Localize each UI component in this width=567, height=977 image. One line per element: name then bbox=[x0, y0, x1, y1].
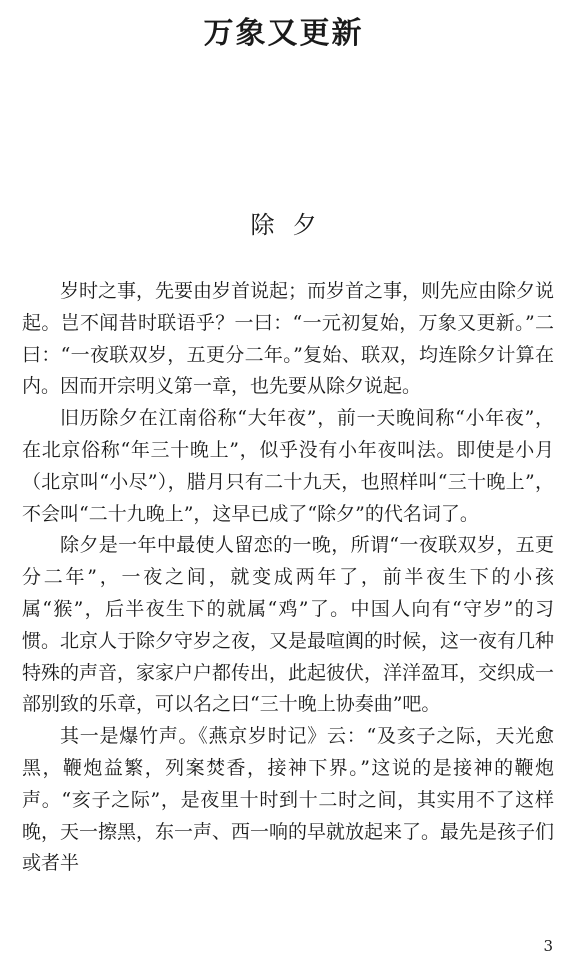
chapter-title: 万象又更新 bbox=[203, 16, 364, 51]
paragraph: 除夕是一年中最使人留恋的一晚，所谓“一夜联双岁，五更分二年”，一夜之间，就变成两年了，前半夜生下的小孩属“猴”，后半夜生下的就属“鸡”了。中国人向有“守岁”的习惯。北京人于除夕守岁之夜，又是最喧阗的时候，这一夜有几种特殊的声音，家家户户都传出，此起彼伏，洋洋盈耳，交织成一部别致的乐章，可以名之曰“三十晚上协奏曲”吧。 bbox=[22, 534, 555, 716]
paragraph: 其一是爆竹声。《燕京岁时记》云：“及亥子之际，天光愈黑，鞭炮益繁，列案焚香，接神下界。”这说的是接神的鞭炮声。“亥子之际”，是夜里十时到十二时之间，其实用不了这样晚，天一擦黑，东一声、西一响的早就放起来了。最先是孩子们或者半 bbox=[22, 725, 555, 875]
body-text bbox=[22, 276, 554, 880]
page-number: 3 bbox=[543, 937, 553, 955]
paragraph: 旧历除夕在江南俗称“大年夜”，前一天晚间称“小年夜”，在北京俗称“年三十晚上”，似乎没有小年夜叫法。即使是小月（北京叫“小尽”），腊月只有二十九天，也照样叫“三十晚上”，不会叫“二十九晚上”，这早已成了“除夕”的代名词了。 bbox=[22, 407, 554, 525]
paragraph: 岁时之事，先要由岁首说起；而岁首之事，则先应由除夕说起。岂不闻昔时联语乎？一曰：“一元初复始，万象又更新。”二曰：“一夜联双岁，五更分二年。”复始、联双，均连除夕计算在内。因而开宗明义第一章，也先要从除夕说起。 bbox=[22, 280, 555, 398]
section-title: 除夕 bbox=[250, 211, 335, 239]
